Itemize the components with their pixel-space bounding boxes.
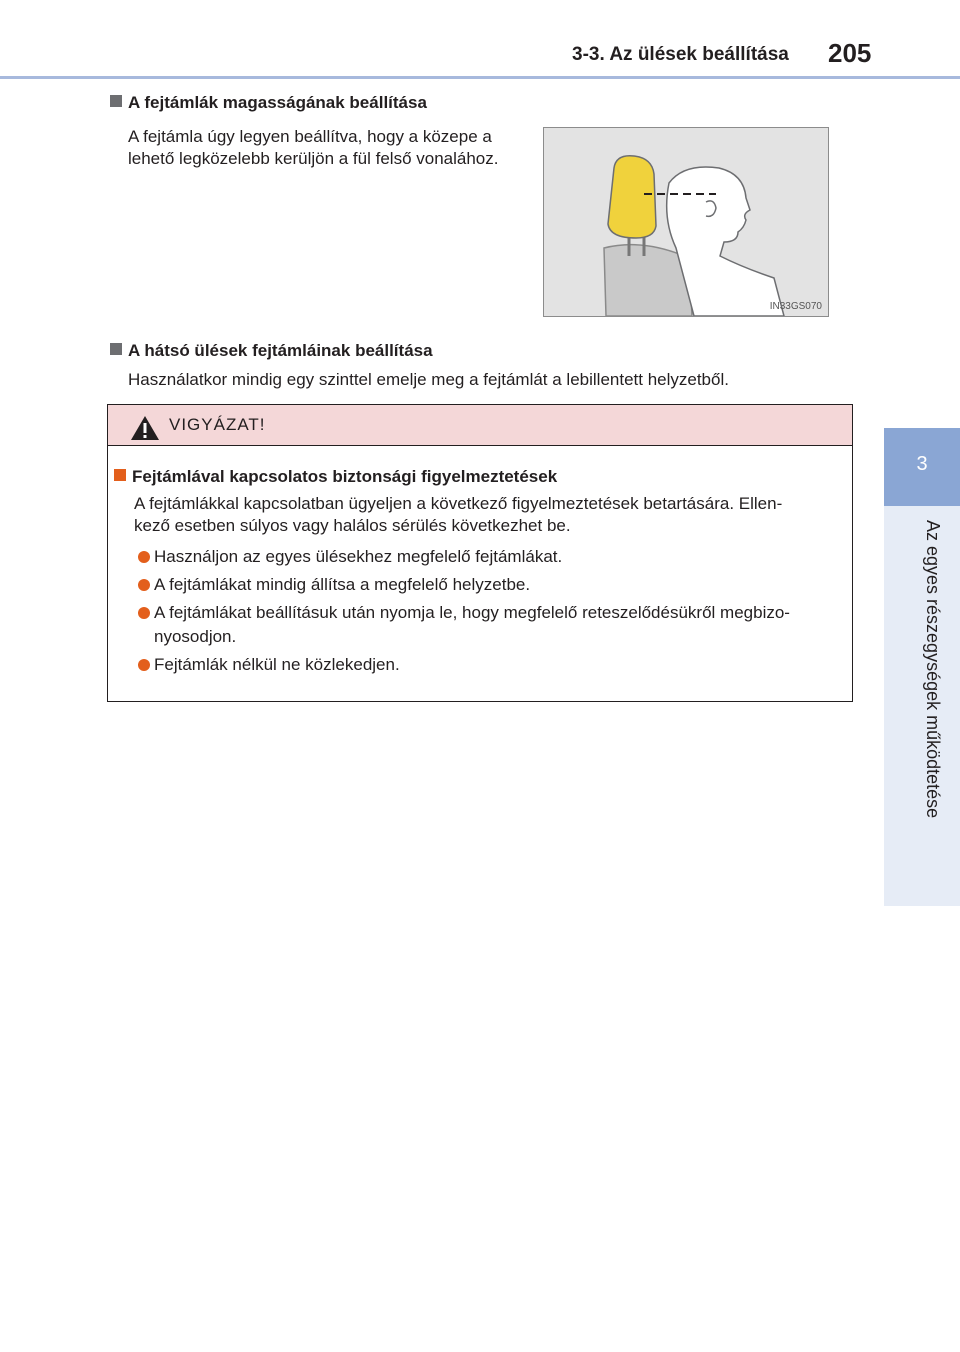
warning-header <box>108 405 852 446</box>
body-line: lehető legközelebb kerüljön a fül felső vonalához. <box>128 149 499 168</box>
bullet-dot-icon <box>138 607 150 619</box>
paragraph-line: kező esetben súlyos vagy halálos sérülés következhet be. <box>134 516 571 535</box>
chapter-tab[interactable]: 3 <box>884 428 960 506</box>
square-bullet-icon <box>110 95 122 107</box>
square-bullet-icon <box>110 343 122 355</box>
header-divider <box>0 76 960 79</box>
headrest-illustration <box>543 127 829 317</box>
section-body: Használatkor mindig egy szinttel emelje meg a fejtámlát a lebillentett helyzetből. <box>128 370 729 389</box>
page-number: 205 <box>828 38 872 68</box>
paragraph-line: A fejtámlákkal kapcsolatban ügyeljen a következő figyelmeztetések betartására. Ellen- <box>134 494 783 513</box>
warning-title: Fejtámlával kapcsolatos biztonsági figyelmeztetések <box>114 467 557 487</box>
section-heading-rear-headrest: A hátsó ülések fejtámláinak beállítása <box>110 341 433 361</box>
warning-label: VIGYÁZAT! <box>169 415 266 434</box>
section-body <box>128 126 528 170</box>
bullet-dot-icon <box>138 579 150 591</box>
bullet-dot-icon <box>138 659 150 671</box>
warning-paragraph <box>134 493 834 537</box>
running-header-title: 3-3. Az ülések beállítása <box>572 44 789 65</box>
warning-bullet: Fejtámlák nélkül ne közlekedjen. <box>138 653 838 677</box>
warning-box <box>107 404 853 702</box>
warning-bullet: A fejtámlákat mindig állítsa a megfelelő helyzetbe. <box>138 573 838 597</box>
headrest-drawing <box>544 128 828 316</box>
chapter-title: Az egyes részegységek működtetése <box>923 520 943 819</box>
bullet-dot-icon <box>138 551 150 563</box>
warning-bullet: A fejtámlákat beállításuk után nyomja le, hogy megfelelő reteszelődésükről megbizo- nyosodjon. <box>138 601 838 649</box>
warning-triangle-icon <box>130 415 160 441</box>
section-heading-headrest-height: A fejtámlák magasságának beállítása <box>110 93 427 113</box>
warning-bullet: Használjon az egyes ülésekhez megfelelő fejtámlákat. <box>138 545 838 569</box>
figure-code: IN33GS070 <box>769 301 822 312</box>
body-line: A fejtámla úgy legyen beállítva, hogy a közepe a <box>128 127 492 146</box>
square-bullet-icon <box>114 469 126 481</box>
